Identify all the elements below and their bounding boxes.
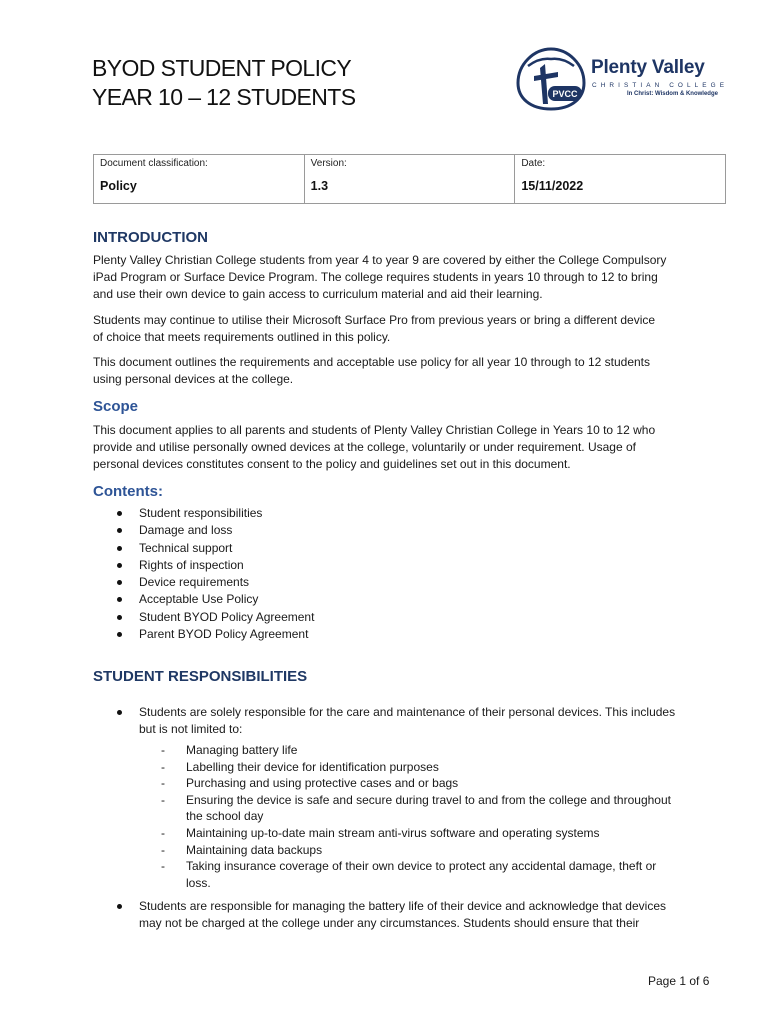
dash-marker: -	[161, 776, 165, 791]
contents-item: Technical support	[93, 540, 314, 557]
classification-cell	[94, 155, 305, 204]
text-line: the school day	[186, 809, 264, 824]
contents-item: Device requirements	[93, 574, 314, 591]
sub-list-item	[93, 792, 671, 825]
text-line: Managing battery life	[186, 743, 298, 757]
scope-heading: Scope	[93, 398, 139, 415]
text-line: Labelling their device for identification purposes	[186, 759, 439, 774]
version-label: Version:	[310, 158, 347, 169]
logo-badge-text: PVCC	[552, 89, 578, 99]
sub-list-item	[93, 742, 671, 759]
sub-list-item	[93, 825, 671, 842]
date-value: 15/11/2022	[521, 179, 584, 193]
document-metadata-table	[93, 154, 726, 204]
text-line: may not be charged at the college under any circumstances. Students should ensure that their	[139, 915, 640, 930]
responsibility-bullet-1	[93, 704, 733, 738]
responsibility-sub-list	[93, 742, 671, 891]
document-title	[92, 54, 356, 112]
text-line: provide and utilise personally owned devices at the college, voluntarily or under requirement. Usage of	[93, 440, 636, 454]
introduction-heading: INTRODUCTION	[93, 229, 208, 246]
text-line: Students are solely responsible for the care and maintenance of their personal devices. This includes	[139, 705, 676, 719]
contents-item: Damage and loss	[93, 522, 314, 539]
logo-subtitle: CHRISTIAN COLLEGE	[592, 82, 729, 89]
date-cell	[515, 155, 726, 204]
version-cell	[304, 155, 515, 204]
text-line: and use their own device to gain access to curriculum material and aid their learning.	[93, 287, 543, 301]
document-title-line-1: BYOD STUDENT POLICY	[92, 55, 352, 81]
shield-cross-icon	[514, 46, 588, 112]
scope-paragraph	[93, 422, 733, 473]
page-number: Page 1 of 6	[648, 974, 710, 988]
text-line: but is not limited to:	[139, 721, 243, 736]
classification-value: Policy	[100, 179, 137, 193]
classification-label: Document classification:	[100, 158, 208, 169]
date-label: Date:	[521, 158, 546, 169]
document-title-line-2: YEAR 10 – 12 STUDENTS	[92, 84, 356, 110]
sub-list-item	[93, 858, 671, 891]
text-line: Plenty Valley Christian College students from year 4 to year 9 are covered by either the College Compulsory	[93, 253, 667, 267]
contents-list	[93, 505, 314, 643]
introduction-paragraph-3	[93, 354, 733, 388]
sub-list-item	[93, 842, 671, 859]
bullet-icon	[117, 904, 122, 909]
text-line: Ensuring the device is safe and secure during travel to and from the college and throughout	[186, 792, 671, 807]
text-line: Students may continue to utilise their Microsoft Surface Pro from previous years or bring a different device	[93, 313, 656, 327]
text-line: personal devices constitutes consent to the policy and guidelines set out in this document.	[93, 457, 571, 471]
text-line: This document applies to all parents and students of Plenty Valley Christian College in Years 10 to 12 who	[93, 423, 656, 437]
dash-marker: -	[161, 825, 165, 840]
dash-marker: -	[161, 743, 165, 757]
dash-marker: -	[161, 759, 165, 774]
responsibility-bullet-2	[93, 898, 733, 932]
text-line: This document outlines the requirements and acceptable use policy for all year 10 through to 12 students	[93, 355, 650, 369]
logo-name: Plenty Valley	[591, 57, 705, 78]
introduction-paragraph-2	[93, 312, 733, 346]
student-responsibilities-heading: STUDENT RESPONSIBILITIES	[93, 668, 308, 685]
version-value: 1.3	[310, 179, 329, 193]
text-line: Maintaining data backups	[186, 842, 323, 857]
contents-item: Student BYOD Policy Agreement	[93, 609, 314, 626]
bullet-icon	[117, 710, 122, 715]
text-line: Students are responsible for managing the battery life of their device and acknowledge that devices	[139, 899, 666, 913]
dash-marker: -	[161, 792, 165, 807]
contents-item: Rights of inspection	[93, 557, 314, 574]
sub-list-item	[93, 759, 671, 776]
text-line: loss.	[186, 875, 211, 890]
text-line: using personal devices at the college.	[93, 372, 294, 386]
text-line: iPad Program or Surface Device Program. The college requires students in years 10 through to 12 to bring	[93, 270, 658, 284]
college-logo	[514, 46, 729, 112]
text-line: Taking insurance coverage of their own device to protect any accidental damage, theft or	[186, 859, 657, 874]
sub-list-item	[93, 775, 671, 792]
text-line: Maintaining up-to-date main stream anti-virus software and operating systems	[186, 825, 600, 840]
contents-item: Student responsibilities	[93, 505, 314, 522]
dash-marker: -	[161, 842, 165, 857]
contents-item: Acceptable Use Policy	[93, 591, 314, 608]
text-line: Purchasing and using protective cases and or bags	[186, 776, 459, 791]
dash-marker: -	[161, 859, 165, 874]
contents-heading: Contents:	[93, 483, 163, 500]
text-line: of choice that meets requirements outlined in this policy.	[93, 330, 391, 344]
introduction-paragraph-1	[93, 252, 733, 303]
logo-tagline: In Christ: Wisdom & Knowledge	[627, 91, 718, 97]
contents-item: Parent BYOD Policy Agreement	[93, 626, 314, 643]
